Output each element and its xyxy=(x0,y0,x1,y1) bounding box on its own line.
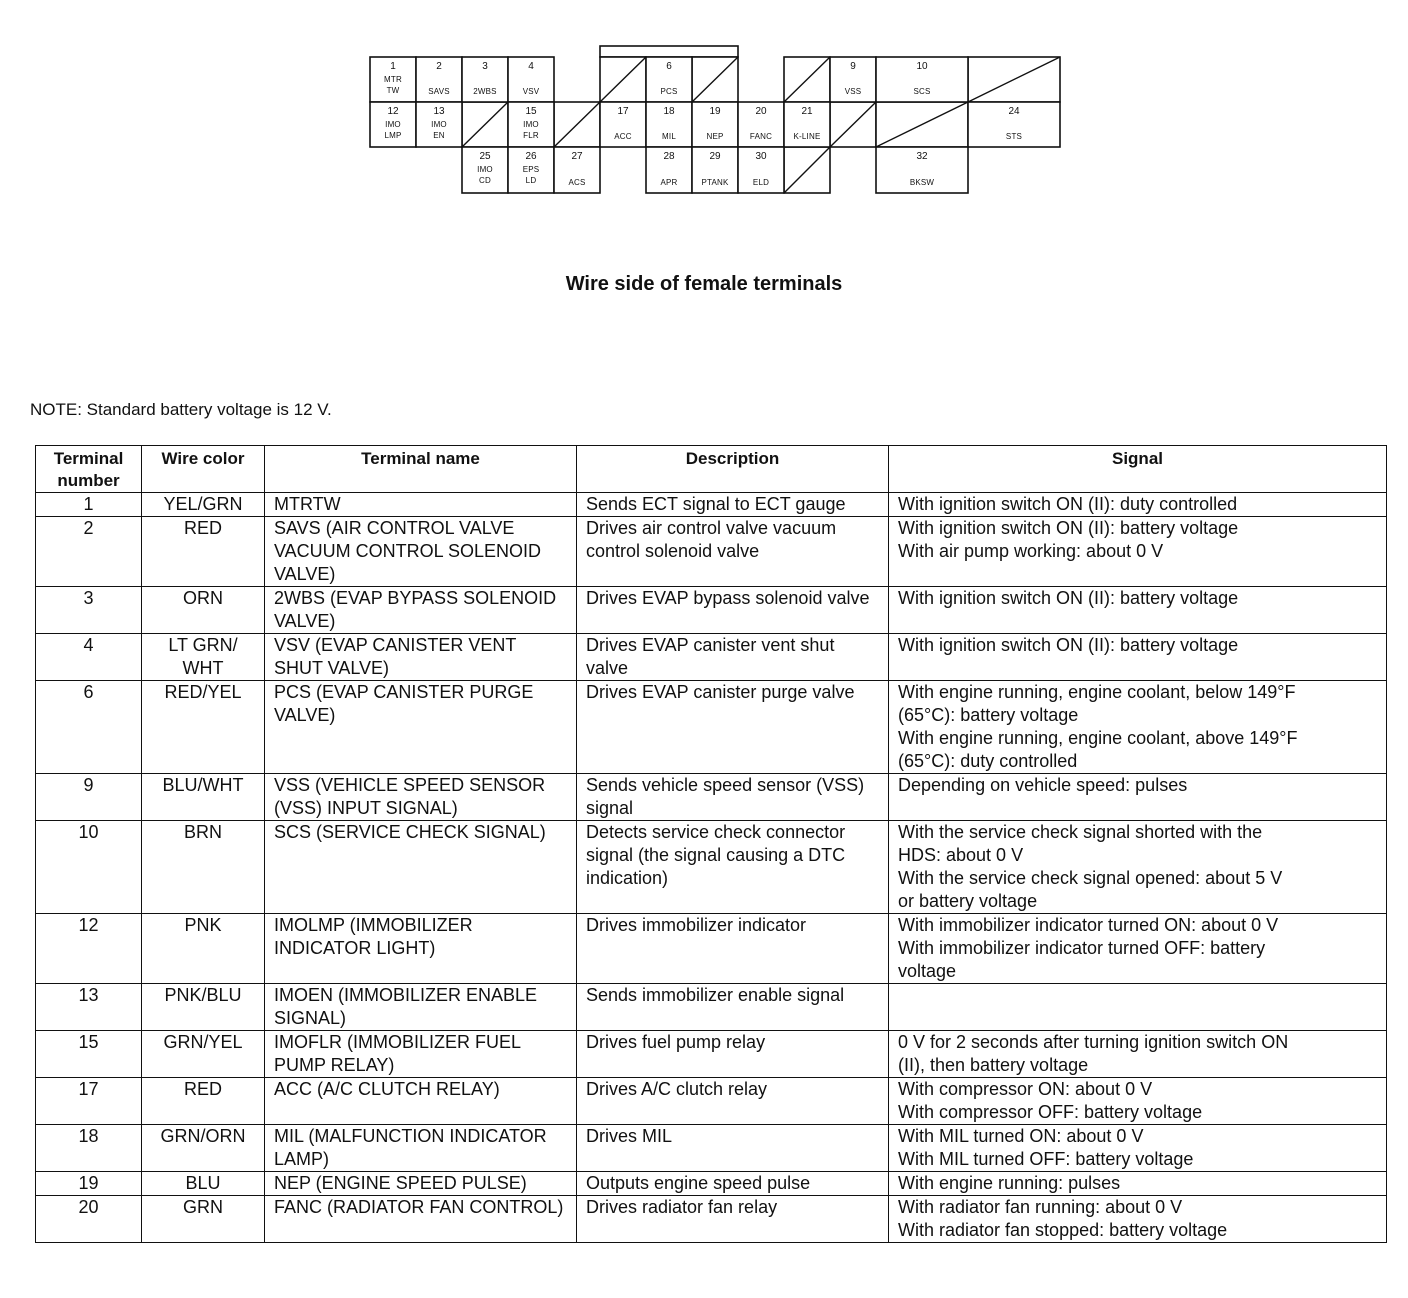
cell-wire-color: YEL/GRN xyxy=(142,493,265,517)
terminal-label-26: LD xyxy=(525,176,537,185)
table-row xyxy=(36,517,1387,587)
cell-wire-color: BLU xyxy=(142,1172,265,1196)
cell-terminal-name: VSS (VEHICLE SPEED SENSOR (VSS) INPUT SIGNAL) xyxy=(265,774,577,821)
cell-wire-color: RED xyxy=(142,1078,265,1125)
cell-terminal-name: SCS (SERVICE CHECK SIGNAL) xyxy=(265,821,577,914)
terminal-label-10: SCS xyxy=(913,87,931,96)
cell-description: Drives EVAP canister purge valve xyxy=(577,681,889,774)
table-row xyxy=(36,1125,1387,1172)
cell-terminal-number: 4 xyxy=(36,634,142,681)
terminal-table xyxy=(35,445,1387,1243)
cell-terminal-number: 17 xyxy=(36,1078,142,1125)
header-terminal-number: Terminal number xyxy=(36,446,142,493)
cell-signal xyxy=(889,774,1387,821)
cell-wire-color: ORN xyxy=(142,587,265,634)
terminal-number-32: 32 xyxy=(916,151,928,162)
terminal-number-30: 30 xyxy=(755,151,767,162)
cell-signal xyxy=(889,1196,1387,1243)
terminal-label-21: K-LINE xyxy=(793,132,821,141)
terminal-number-26: 26 xyxy=(525,151,537,162)
terminal-number-9: 9 xyxy=(850,61,856,72)
table-row xyxy=(36,493,1387,517)
terminal-label-30: ELD xyxy=(752,178,770,187)
cell-terminal-name: 2WBS (EVAP BYPASS SOLENOID VALVE) xyxy=(265,587,577,634)
connector-diagram xyxy=(0,0,1408,240)
terminal-label-15: FLR xyxy=(523,131,539,140)
signal-line: (65°C): battery voltage xyxy=(898,705,1079,725)
signal-line: With ignition switch ON (II): duty controlled xyxy=(898,494,1238,514)
terminal-number-21: 21 xyxy=(801,106,813,117)
table-header-row xyxy=(36,446,1387,493)
terminal-number-27: 27 xyxy=(571,151,583,162)
cell-terminal-number: 10 xyxy=(36,821,142,914)
signal-line: With the service check signal opened: about 5 V xyxy=(898,868,1283,888)
table-row xyxy=(36,1078,1387,1125)
cell-terminal-name: FANC (RADIATOR FAN CONTROL) xyxy=(265,1196,577,1243)
cell-terminal-name: IMOLMP (IMMOBILIZER INDICATOR LIGHT) xyxy=(265,914,577,984)
terminal-number-17: 17 xyxy=(617,106,629,117)
cell-terminal-name: VSV (EVAP CANISTER VENT SHUT VALVE) xyxy=(265,634,577,681)
cell-terminal-name: NEP (ENGINE SPEED PULSE) xyxy=(265,1172,577,1196)
signal-line: With immobilizer indicator turned ON: about 0 V xyxy=(898,915,1279,935)
terminal-label-28: APR xyxy=(660,178,678,187)
signal-line: With air pump working: about 0 V xyxy=(898,541,1164,561)
cell-signal xyxy=(889,1078,1387,1125)
signal-line: With ignition switch ON (II): battery voltage xyxy=(898,635,1239,655)
cell-terminal-name: ACC (A/C CLUTCH RELAY) xyxy=(265,1078,577,1125)
terminal-label-26: EPS xyxy=(522,165,540,174)
signal-line: With MIL turned OFF: battery voltage xyxy=(898,1149,1194,1169)
signal-line: With ignition switch ON (II): battery voltage xyxy=(898,518,1239,538)
terminal-label-25: IMO xyxy=(477,165,493,174)
signal-line: or battery voltage xyxy=(898,891,1038,911)
header-terminal-name: Terminal name xyxy=(265,446,577,493)
cell-terminal-name: SAVS (AIR CONTROL VALVE VACUUM CONTROL SOLENOID VALVE) xyxy=(265,517,577,587)
cell-wire-color: PNK xyxy=(142,914,265,984)
table-row xyxy=(36,681,1387,774)
terminal-number-13: 13 xyxy=(433,106,445,117)
terminal-number-18: 18 xyxy=(663,106,675,117)
cell-terminal-name: IMOEN (IMMOBILIZER ENABLE SIGNAL) xyxy=(265,984,577,1031)
signal-line: With engine running: pulses xyxy=(898,1173,1121,1193)
cell-terminal-number: 13 xyxy=(36,984,142,1031)
table-row xyxy=(36,1172,1387,1196)
terminal-label-6: PCS xyxy=(660,87,678,96)
terminal-label-12: IMO xyxy=(385,120,401,129)
terminal-number-20: 20 xyxy=(755,106,767,117)
terminal-label-3: 2WBS xyxy=(473,87,497,96)
table-row xyxy=(36,774,1387,821)
terminal-number-28: 28 xyxy=(663,151,675,162)
signal-line: With immobilizer indicator turned OFF: battery xyxy=(898,938,1266,958)
cell-terminal-number: 18 xyxy=(36,1125,142,1172)
terminal-label-2: SAVS xyxy=(428,87,450,96)
cell-terminal-number: 9 xyxy=(36,774,142,821)
cell-wire-color: PNK/BLU xyxy=(142,984,265,1031)
terminal-label-9: VSS xyxy=(844,87,862,96)
terminal-number-10: 10 xyxy=(916,61,928,72)
table-row xyxy=(36,587,1387,634)
table-row xyxy=(36,821,1387,914)
signal-line: voltage xyxy=(898,961,957,981)
terminal-number-1: 1 xyxy=(390,61,396,72)
terminal-label-27: ACS xyxy=(568,178,586,187)
signal-line: With compressor ON: about 0 V xyxy=(898,1079,1153,1099)
table-row xyxy=(36,914,1387,984)
signal-line: With ignition switch ON (II): battery voltage xyxy=(898,588,1239,608)
cell-description: Sends ECT signal to ECT gauge xyxy=(577,493,889,517)
cell-terminal-number: 1 xyxy=(36,493,142,517)
cell-signal xyxy=(889,914,1387,984)
terminal-label-20: FANC xyxy=(749,132,773,141)
terminal-label-32: BKSW xyxy=(909,178,935,187)
cell-terminal-name: PCS (EVAP CANISTER PURGE VALVE) xyxy=(265,681,577,774)
cell-description: Detects service check connector signal (the signal causing a DTC indication) xyxy=(577,821,889,914)
table-row xyxy=(36,1196,1387,1243)
cell-wire-color: RED/YEL xyxy=(142,681,265,774)
cell-signal xyxy=(889,634,1387,681)
cell-signal xyxy=(889,493,1387,517)
signal-line: (65°C): duty controlled xyxy=(898,751,1078,771)
cell-description: Drives EVAP canister vent shut valve xyxy=(577,634,889,681)
cell-description: Outputs engine speed pulse xyxy=(577,1172,889,1196)
cell-signal xyxy=(889,587,1387,634)
cell-signal xyxy=(889,1031,1387,1078)
cell-terminal-number: 15 xyxy=(36,1031,142,1078)
terminal-number-6: 6 xyxy=(666,61,672,72)
terminal-label-18: MIL xyxy=(662,132,676,141)
cell-description: Sends immobilizer enable signal xyxy=(577,984,889,1031)
terminal-number-2: 2 xyxy=(436,61,442,72)
table-row xyxy=(36,984,1387,1031)
terminal-number-12: 12 xyxy=(387,106,399,117)
signal-line: With radiator fan running: about 0 V xyxy=(898,1197,1183,1217)
cell-signal xyxy=(889,1125,1387,1172)
cell-wire-color: LT GRN/ WHT xyxy=(142,634,265,681)
table-row xyxy=(36,1031,1387,1078)
cell-wire-color: GRN/YEL xyxy=(142,1031,265,1078)
signal-line: (II), then battery voltage xyxy=(898,1055,1089,1075)
cell-wire-color: GRN/ORN xyxy=(142,1125,265,1172)
voltage-note: NOTE: Standard battery voltage is 12 V. xyxy=(30,400,332,419)
cell-signal xyxy=(889,517,1387,587)
cell-terminal-number: 3 xyxy=(36,587,142,634)
terminal-number-25: 25 xyxy=(479,151,491,162)
table-row xyxy=(36,634,1387,681)
cell-signal xyxy=(889,681,1387,774)
cell-wire-color: GRN xyxy=(142,1196,265,1243)
signal-line: With engine running, engine coolant, below 149°F xyxy=(898,682,1296,702)
terminal-number-3: 3 xyxy=(482,61,488,72)
terminal-label-19: NEP xyxy=(706,132,724,141)
terminal-number-29: 29 xyxy=(709,151,721,162)
terminal-label-13: IMO xyxy=(431,120,447,129)
cell-terminal-name: MIL (MALFUNCTION INDICATOR LAMP) xyxy=(265,1125,577,1172)
cell-signal xyxy=(889,821,1387,914)
cell-terminal-number: 20 xyxy=(36,1196,142,1243)
header-wire-color: Wire color xyxy=(142,446,265,493)
cell-wire-color: RED xyxy=(142,517,265,587)
terminal-number-15: 15 xyxy=(525,106,537,117)
connector-key-tab xyxy=(600,46,738,57)
terminal-number-4: 4 xyxy=(528,61,534,72)
cell-description: Sends vehicle speed sensor (VSS) signal xyxy=(577,774,889,821)
cell-description: Drives air control valve vacuum control solenoid valve xyxy=(577,517,889,587)
cell-description: Drives A/C clutch relay xyxy=(577,1078,889,1125)
cell-description: Drives MIL xyxy=(577,1125,889,1172)
signal-line: With compressor OFF: battery voltage xyxy=(898,1102,1203,1122)
terminal-label-1: TW xyxy=(386,86,400,95)
terminal-label-29: PTANK xyxy=(701,178,729,187)
cell-description: Drives fuel pump relay xyxy=(577,1031,889,1078)
cell-terminal-name: MTRTW xyxy=(265,493,577,517)
terminal-label-24: STS xyxy=(1005,132,1023,141)
terminal-label-4: VSV xyxy=(522,87,540,96)
cell-description: Drives immobilizer indicator xyxy=(577,914,889,984)
signal-line: With MIL turned ON: about 0 V xyxy=(898,1126,1144,1146)
signal-line: HDS: about 0 V xyxy=(898,845,1024,865)
cell-signal xyxy=(889,1172,1387,1196)
terminal-label-17: ACC xyxy=(614,132,632,141)
header-signal: Signal xyxy=(889,446,1387,493)
signal-line: With engine running, engine coolant, above 149°F xyxy=(898,728,1298,748)
terminal-label-12: LMP xyxy=(384,131,402,140)
cell-terminal-number: 6 xyxy=(36,681,142,774)
cell-signal xyxy=(889,984,1387,1031)
signal-line: 0 V for 2 seconds after turning ignition switch ON xyxy=(898,1032,1289,1052)
cell-wire-color: BLU/WHT xyxy=(142,774,265,821)
cell-description: Drives EVAP bypass solenoid valve xyxy=(577,587,889,634)
signal-line: Depending on vehicle speed: pulses xyxy=(898,775,1188,795)
signal-line: With radiator fan stopped: battery voltage xyxy=(898,1220,1228,1240)
terminal-label-25: CD xyxy=(479,176,491,185)
cell-description: Drives radiator fan relay xyxy=(577,1196,889,1243)
terminal-label-1: MTR xyxy=(384,75,402,84)
terminal-number-19: 19 xyxy=(709,106,721,117)
terminal-label-13: EN xyxy=(433,131,445,140)
header-description: Description xyxy=(577,446,889,493)
cell-terminal-number: 12 xyxy=(36,914,142,984)
signal-line: With the service check signal shorted with the xyxy=(898,822,1263,842)
terminal-label-15: IMO xyxy=(523,120,539,129)
cell-terminal-number: 2 xyxy=(36,517,142,587)
cell-wire-color: BRN xyxy=(142,821,265,914)
cell-terminal-name: IMOFLR (IMMOBILIZER FUEL PUMP RELAY) xyxy=(265,1031,577,1078)
terminal-number-24: 24 xyxy=(1008,106,1020,117)
diagram-caption: Wire side of female terminals xyxy=(565,273,843,295)
cell-terminal-number: 19 xyxy=(36,1172,142,1196)
